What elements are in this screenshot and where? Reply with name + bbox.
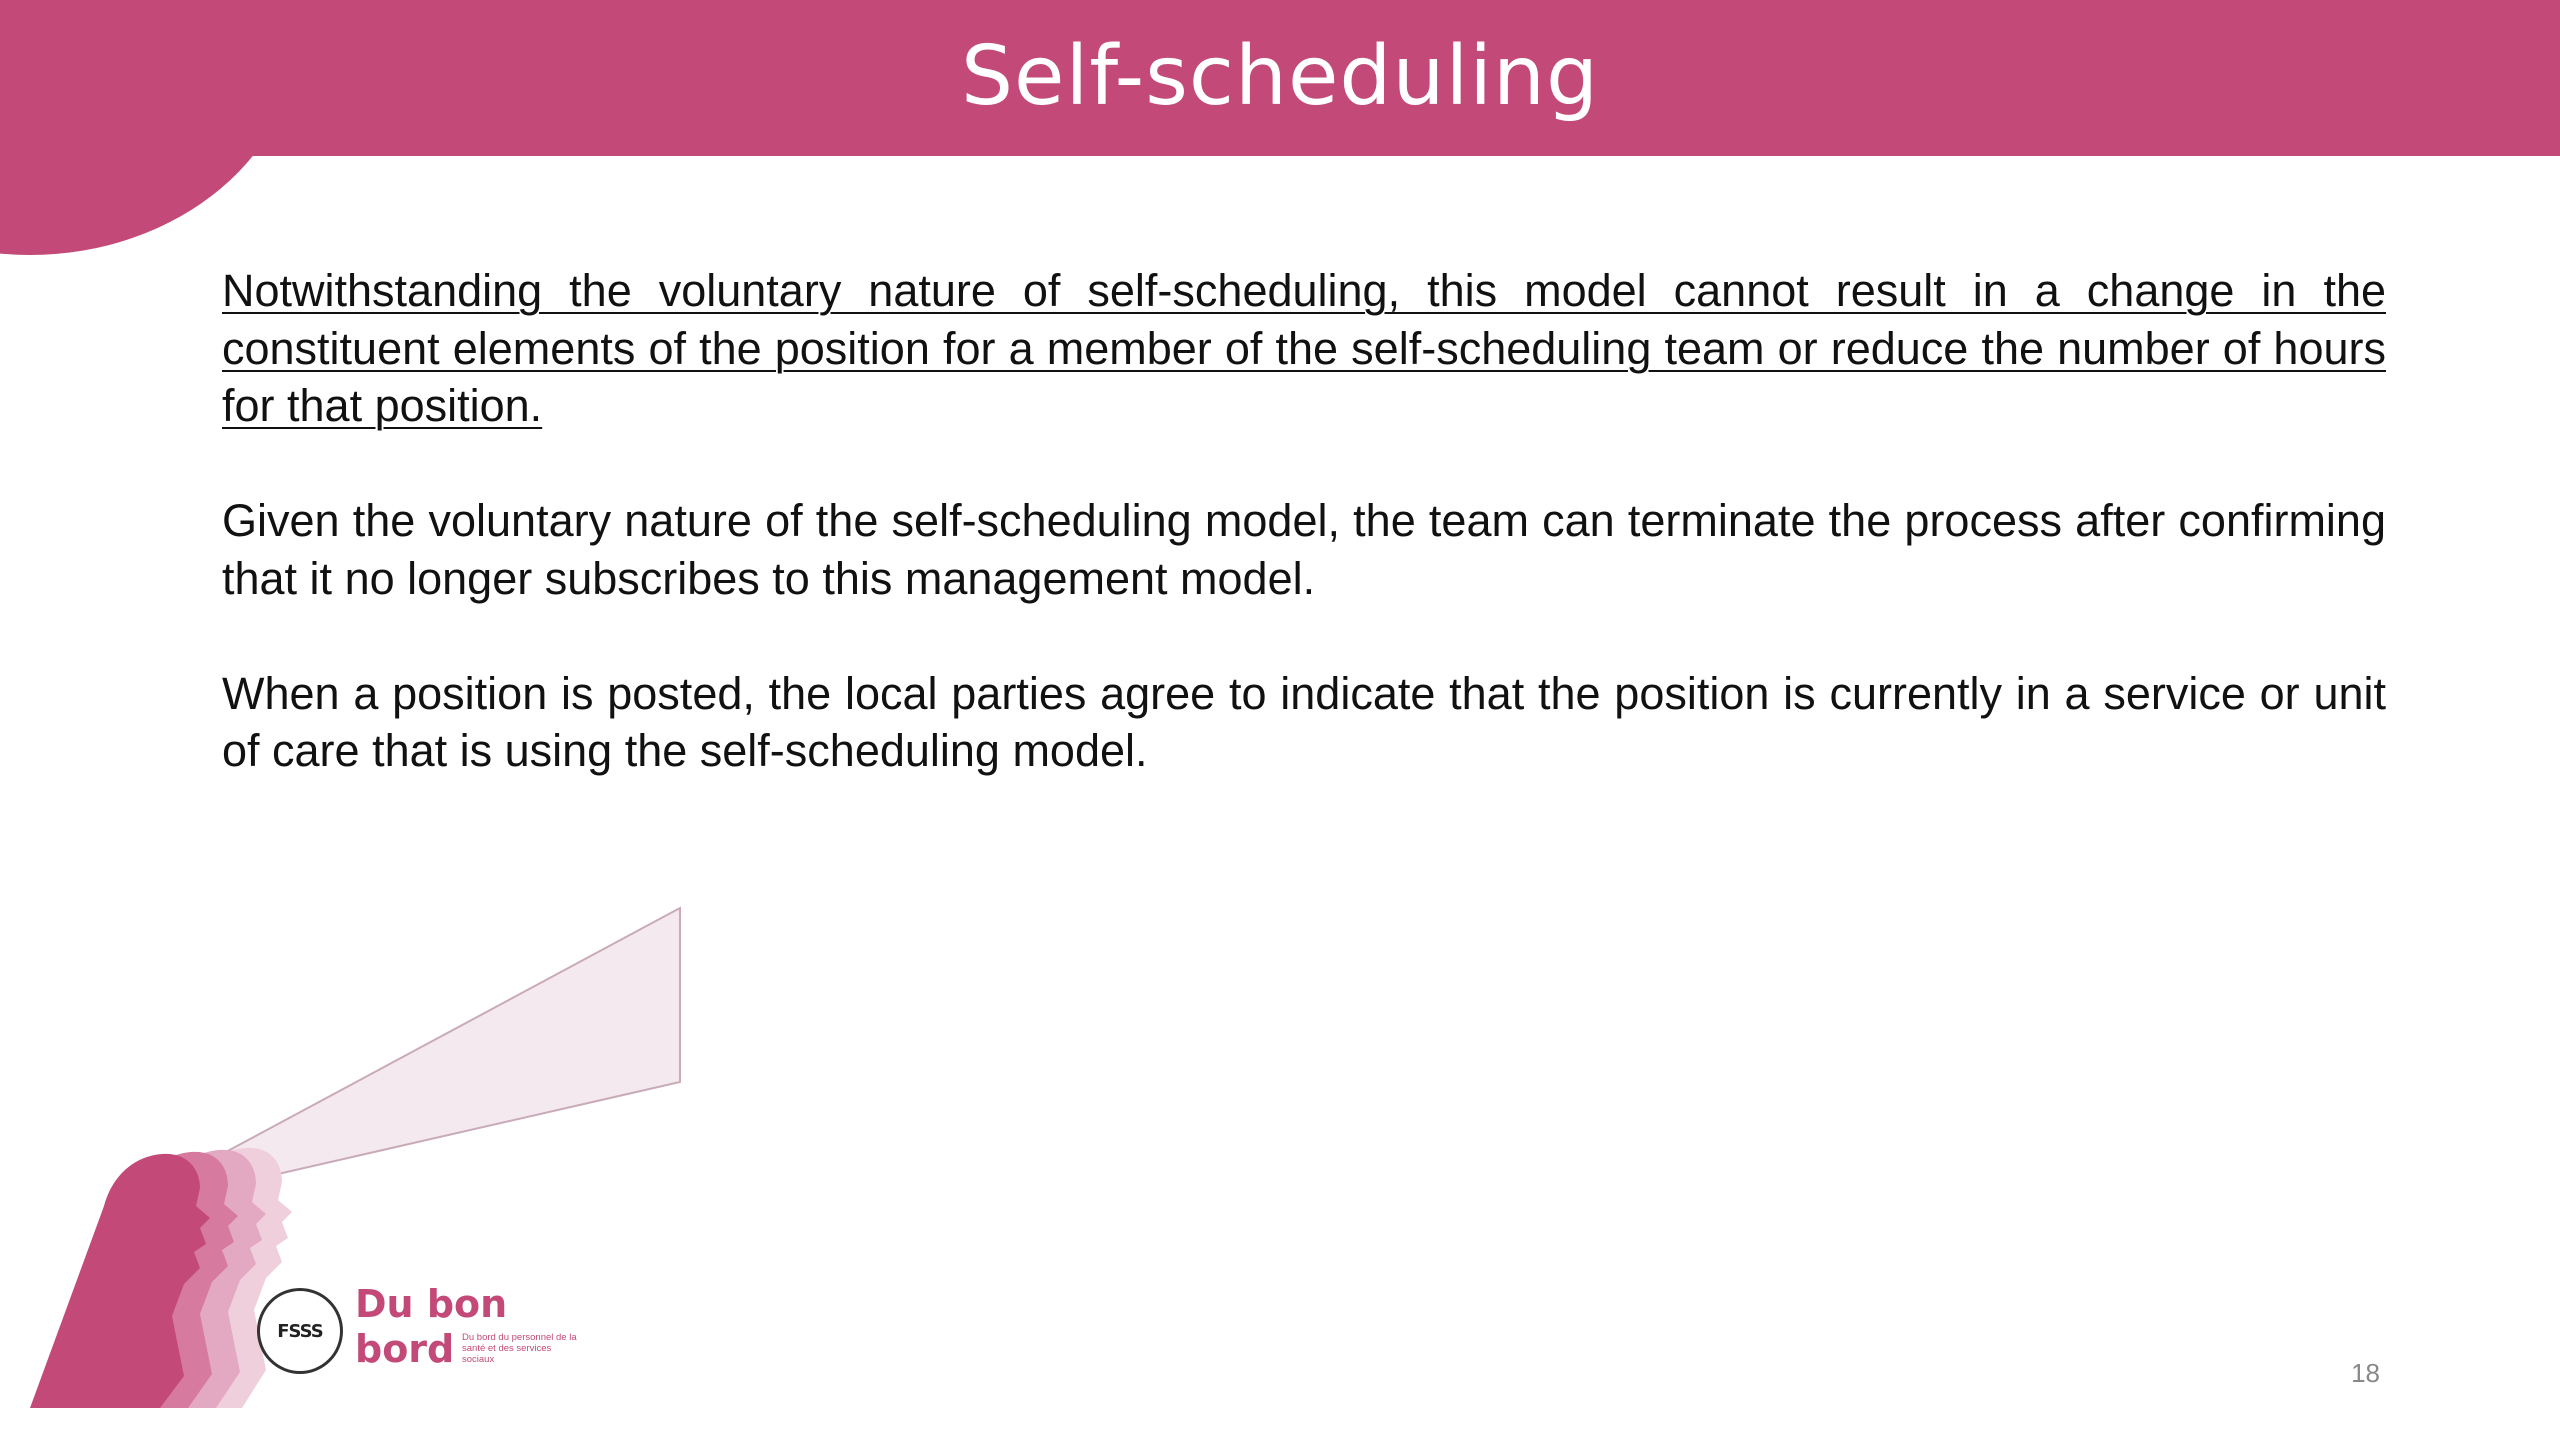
page-number: 18: [2351, 1358, 2380, 1388]
beam-shape: [170, 908, 680, 1190]
slide-title: Self-scheduling: [960, 29, 1600, 124]
logo-text-line1: Du bon: [355, 1282, 508, 1326]
fsss-emblem-icon: FSSS: [257, 1288, 343, 1374]
paragraph-1: Notwithstanding the voluntary nature of self-scheduling, this model cannot result in a change in the constituent elements of the position for a member of the self-scheduling team or reduce the number of hours for that position.: [222, 265, 2386, 431]
paragraph-3: When a position is posted, the local parties agree to indicate that the position is currently in a service or unit of care that is using the self-scheduling model.: [222, 667, 2386, 776]
logo-text-line2: bord: [355, 1327, 455, 1371]
slide-content: [222, 262, 2386, 837]
logo-tagline: Du bord du personnel de la santé et des services sociaux: [462, 1332, 577, 1365]
paragraph-2: Given the voluntary nature of the self-scheduling model, the team can terminate the process after confirming that it no longer subscribes to this management model.: [222, 495, 2386, 604]
